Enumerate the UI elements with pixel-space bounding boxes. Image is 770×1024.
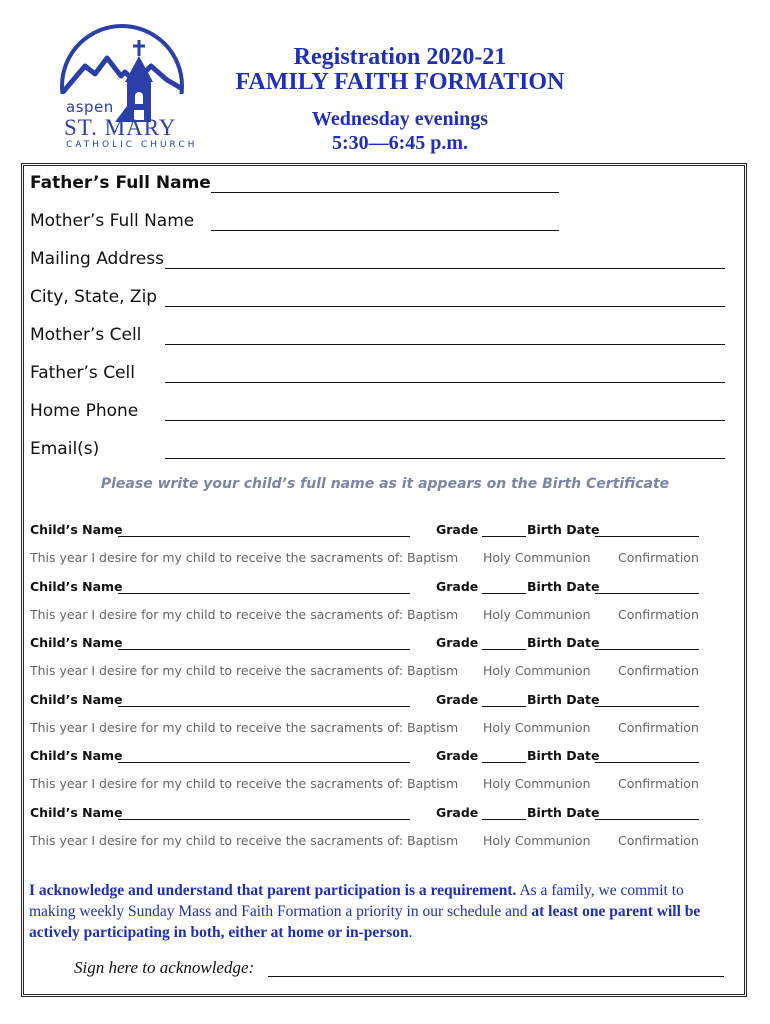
- grade-label: Grade: [436, 522, 479, 537]
- grade-field[interactable]: [482, 649, 526, 650]
- sacrament-confirmation-option[interactable]: Confirmation: [618, 833, 699, 848]
- birth-date-field[interactable]: [595, 536, 699, 537]
- child-name-field[interactable]: [118, 593, 410, 594]
- birth-date-label: Birth Date: [527, 805, 600, 820]
- child-name-field[interactable]: [118, 762, 410, 763]
- father-cell-field[interactable]: [165, 382, 725, 383]
- sacrament-holy-communion-option[interactable]: Holy Communion: [483, 550, 591, 565]
- mailing-address-field[interactable]: [165, 268, 725, 269]
- birth-date-label: Birth Date: [527, 579, 600, 594]
- logo-church-subtitle: CATHOLIC CHURCH: [66, 140, 198, 150]
- email-label: Email(s): [30, 439, 100, 459]
- child-name-field[interactable]: [118, 649, 410, 650]
- sacrament-holy-communion-option[interactable]: Holy Communion: [483, 607, 591, 622]
- schedule-day: Wednesday evenings: [311, 108, 489, 130]
- child-name-label: Child’s Name: [30, 805, 123, 820]
- sacrament-confirmation-option[interactable]: Confirmation: [618, 720, 699, 735]
- ack-part-4: .: [408, 924, 413, 941]
- child-name-label: Child’s Name: [30, 692, 123, 707]
- sacrament-baptism-option[interactable]: This year I desire for my child to receive the sacraments of: Baptism: [30, 776, 459, 791]
- email-field[interactable]: [165, 458, 725, 459]
- sacrament-holy-communion-option[interactable]: Holy Communion: [483, 833, 591, 848]
- birth-date-field[interactable]: [595, 593, 699, 594]
- home-phone-field[interactable]: [165, 420, 725, 421]
- sign-label: Sign here to acknowledge:: [74, 958, 255, 977]
- sacrament-baptism-option[interactable]: This year I desire for my child to receive the sacraments of: Baptism: [30, 663, 459, 678]
- grade-label: Grade: [436, 692, 479, 707]
- child-name-label: Child’s Name: [30, 635, 123, 650]
- city-state-zip-field[interactable]: [165, 306, 725, 307]
- child-name-label: Child’s Name: [30, 522, 123, 537]
- ack-part-2: As a family, we commit to making weekly Sunday Mass and Faith Formation a priority in our schedule and: [29, 882, 684, 920]
- program-title: FAMILY FAITH FORMATION: [235, 69, 565, 95]
- signature-field[interactable]: [268, 976, 724, 977]
- sacrament-holy-communion-option[interactable]: Holy Communion: [483, 720, 591, 735]
- home-phone-label: Home Phone: [30, 401, 139, 421]
- sacrament-holy-communion-option[interactable]: Holy Communion: [483, 663, 591, 678]
- grade-field[interactable]: [482, 762, 526, 763]
- birth-date-field[interactable]: [595, 762, 699, 763]
- child-name-field[interactable]: [118, 706, 410, 707]
- father-name-field[interactable]: [211, 192, 559, 193]
- sacrament-baptism-option[interactable]: This year I desire for my child to receive the sacraments of: Baptism: [30, 720, 459, 735]
- mother-name-field[interactable]: [211, 230, 559, 231]
- logo-aspen-text: aspen: [66, 98, 114, 116]
- ack-part-3: at least one parent will be actively participating in both, either at home or in-person: [29, 903, 701, 941]
- birth-date-label: Birth Date: [527, 522, 600, 537]
- grade-label: Grade: [436, 635, 479, 650]
- birth-date-field[interactable]: [595, 819, 699, 820]
- grade-field[interactable]: [482, 593, 526, 594]
- child-name-label: Child’s Name: [30, 748, 123, 763]
- father-name-label: Father’s Full Name: [30, 173, 211, 193]
- grade-label: Grade: [436, 748, 479, 763]
- child-name-field[interactable]: [118, 819, 410, 820]
- mother-cell-field[interactable]: [165, 344, 725, 345]
- mother-cell-label: Mother’s Cell: [30, 325, 142, 345]
- grade-field[interactable]: [482, 819, 526, 820]
- birth-date-label: Birth Date: [527, 692, 600, 707]
- child-name-field[interactable]: [118, 536, 410, 537]
- sacrament-baptism-option[interactable]: This year I desire for my child to receive the sacraments of: Baptism: [30, 550, 459, 565]
- sacrament-confirmation-option[interactable]: Confirmation: [618, 607, 699, 622]
- birth-date-field[interactable]: [595, 649, 699, 650]
- acknowledgement-text: [29, 880, 733, 943]
- child-name-label: Child’s Name: [30, 579, 123, 594]
- mother-name-label: Mother’s Full Name: [30, 211, 195, 231]
- grade-field[interactable]: [482, 536, 526, 537]
- sacrament-confirmation-option[interactable]: Confirmation: [618, 776, 699, 791]
- ack-part-1: I acknowledge and understand that parent participation is a requirement.: [29, 882, 517, 899]
- schedule-time: 5:30—6:45 p.m.: [331, 132, 469, 154]
- sacrament-baptism-option[interactable]: This year I desire for my child to receive the sacraments of: Baptism: [30, 833, 459, 848]
- grade-field[interactable]: [482, 706, 526, 707]
- logo-church-name: ST. MARY: [64, 115, 177, 140]
- sacrament-confirmation-option[interactable]: Confirmation: [618, 550, 699, 565]
- sacrament-baptism-option[interactable]: This year I desire for my child to receive the sacraments of: Baptism: [30, 607, 459, 622]
- birth-certificate-note: Please write your child’s full name as it appears on the Birth Certificate: [100, 476, 670, 492]
- grade-label: Grade: [436, 805, 479, 820]
- birth-date-label: Birth Date: [527, 635, 600, 650]
- sacrament-holy-communion-option[interactable]: Holy Communion: [483, 776, 591, 791]
- page-title: Registration 2020-21: [293, 44, 507, 70]
- father-cell-label: Father’s Cell: [30, 363, 135, 383]
- grade-label: Grade: [436, 579, 479, 594]
- mailing-address-label: Mailing Address: [30, 249, 164, 269]
- city-state-zip-label: City, State, Zip: [30, 287, 158, 307]
- birth-date-field[interactable]: [595, 706, 699, 707]
- birth-date-label: Birth Date: [527, 748, 600, 763]
- sacrament-confirmation-option[interactable]: Confirmation: [618, 663, 699, 678]
